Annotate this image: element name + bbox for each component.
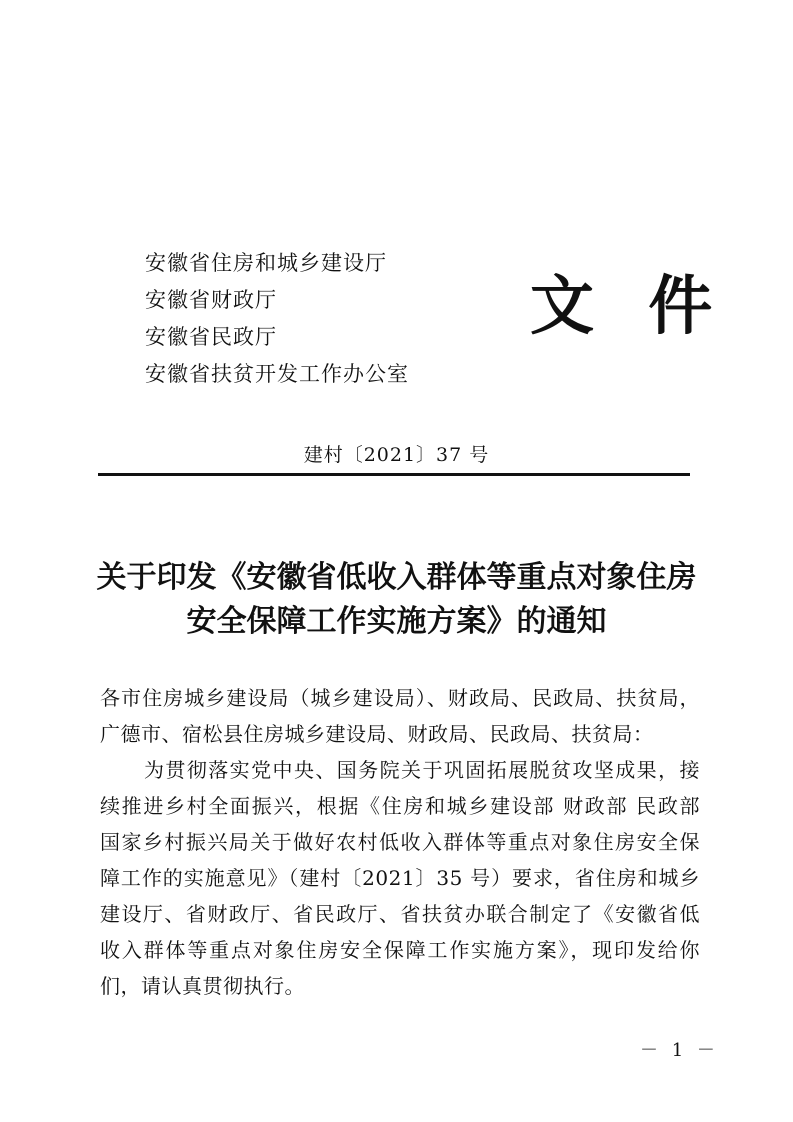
body-line: 续推进乡村全面振兴，根据《住房和城乡建设部 财政部 民政部 [100,794,700,818]
body-line: 收入群体等重点对象住房安全保障工作实施方案》，现印发给你 [100,938,700,962]
document-number: 建村〔2021〕37 号 [303,444,490,466]
issuer-list [145,245,409,393]
addressee-line: 广德市、宿松县住房城乡建设局、财政局、民政局、扶贫局： [100,722,654,746]
document-title [0,556,793,644]
issuer-name: 安徽省民政厅 [145,325,277,349]
body-line: 国家乡村振兴局关于做好农村低收入群体等重点对象住房安全保 [100,830,700,854]
body-line: 建设厅、省财政厅、省民政厅、省扶贫办联合制定了《安徽省低 [100,902,700,926]
issuer-name: 安徽省住房和城乡建设厅 [145,251,387,275]
issuer-name: 安徽省扶贫开发工作办公室 [145,362,409,386]
body-line: 障工作的实施意见》（建村〔2021〕35 号）要求，省住房和城乡 [100,866,700,890]
title-line: 安全保障工作实施方案》的通知 [186,604,607,639]
header-divider [98,473,690,476]
body-line: 为贯彻落实党中央、国务院关于巩固拓展脱贫攻坚成果，接 [144,758,700,782]
addressee-line: 各市住房城乡建设局（城乡建设局）、财政局、民政局、扶贫局， [100,686,700,710]
title-line: 关于印发《安徽省低收入群体等重点对象住房 [96,560,697,595]
document-label: 文 件 [530,269,729,344]
issuer-name: 安徽省财政厅 [145,288,277,312]
page-number: － 1 － [640,1040,719,1061]
body-line: 们，请认真贯彻执行。 [100,974,305,998]
document-body [100,680,700,1004]
